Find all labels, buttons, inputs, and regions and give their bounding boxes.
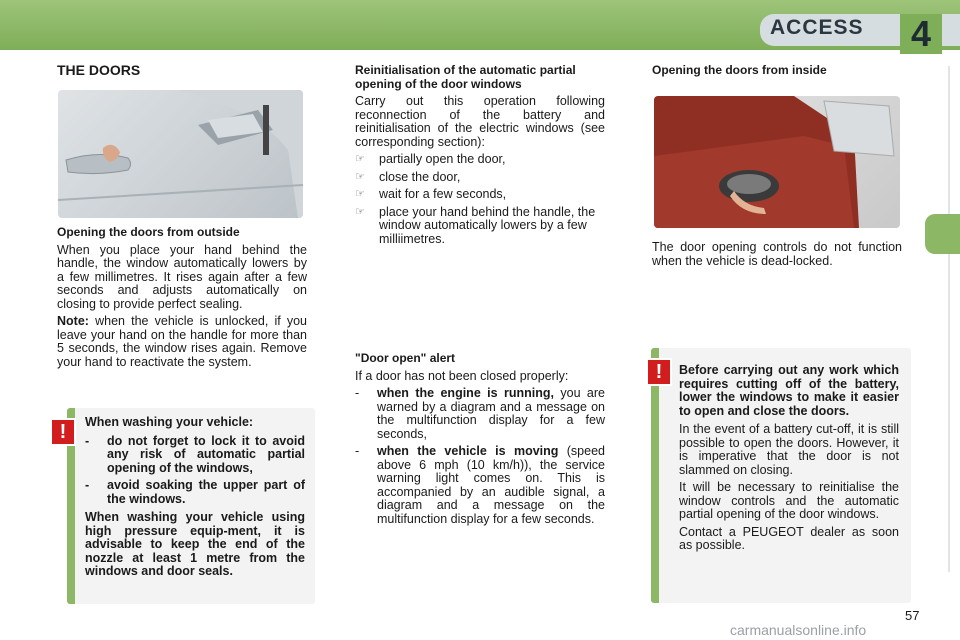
- note-text: when the vehicle is unlocked, if you leave your hand on the handle for more than 5 seconds, the window rises again. Remove your hand to reactivate the system.: [57, 314, 307, 369]
- washing-warning-item: - avoid soaking the upper part of the windows.: [85, 478, 305, 506]
- chapter-tabs: [928, 66, 950, 572]
- interior-handle-illustration: [654, 96, 900, 228]
- interior-handle-photo: [654, 96, 900, 228]
- door-open-alert-item: - when the engine is running, you are warned by a diagram and a message on the multifunction display for a few seconds,: [355, 386, 605, 441]
- door-handle-illustration: [58, 90, 303, 218]
- pointer-hand-icon: ☞: [355, 188, 365, 200]
- door-open-alert-item: - when the vehicle is moving (speed above 6 mph (10 km/h)), the service warning light comes on. This is accompanied by an audible signal, a diagram and a message on the multifunction display for a few seconds.: [355, 444, 605, 526]
- outside-opening-text: When you place your hand behind the handle, the window automatically lowers by a few millimetres. It rises again after a few seconds and adjusts automatically on closing to provide perfect sealing.: [57, 242, 307, 311]
- section-title: THE DOORS: [57, 62, 141, 78]
- inside-opening-text: The door opening controls do not function when the vehicle is dead-locked.: [652, 240, 902, 268]
- watermark: carmanualsonline.info: [730, 622, 867, 638]
- page-number: 57: [905, 608, 920, 623]
- reinit-steps: [355, 153, 605, 246]
- pointer-hand-icon: ☞: [355, 170, 365, 183]
- reinit-step: ☞ partially open the door,: [355, 152, 506, 166]
- inside-opening-text-wrap: [652, 241, 902, 272]
- reinit-intro: Carry out this operation following reconnection of the battery and reinitialisation of the electric windows (see corresponding section):: [355, 94, 605, 149]
- pointer-hand-icon: ☞: [355, 153, 365, 165]
- pointer-hand-icon: ☞: [355, 205, 365, 218]
- middle-text: [355, 64, 605, 250]
- outside-opening-heading: Opening the doors from outside: [57, 225, 240, 239]
- washing-warning-text: [85, 416, 305, 583]
- battery-warning-p3: Contact a PEUGEOT dealer as soon as possible.: [679, 524, 899, 552]
- door-open-alert-heading: "Door open" alert: [355, 351, 456, 365]
- reinit-heading: Reinitialisation of the automatic partial opening of the door windows: [355, 63, 576, 91]
- exterior-handle-photo: [58, 90, 303, 218]
- note-label: Note:: [57, 314, 89, 328]
- chapter-tab-active[interactable]: [925, 214, 960, 254]
- reinit-step: ☞ close the door,: [355, 169, 461, 184]
- inside-opening-heading-wrap: [652, 64, 902, 82]
- battery-warning-title: Before carrying out any work which requires cutting off of the battery, lower the windows to make it easier to open and close the doors.: [679, 363, 899, 418]
- door-open-alert-intro: If a door has not been closed properly:: [355, 368, 569, 383]
- page-title: ACCESS: [770, 16, 864, 39]
- washing-warning-item: - do not forget to lock it to avoid any risk of automatic partial opening of the windows,: [85, 433, 305, 475]
- reinit-step: ☞ place your hand behind the handle, the window automatically lowers by a few milliimetres.: [355, 204, 596, 246]
- left-text: [57, 226, 307, 373]
- warning-exclamation-icon: !: [646, 358, 672, 386]
- note-paragraph: [57, 315, 307, 369]
- warning-exclamation-icon: !: [50, 418, 76, 446]
- battery-warning-p1: In the event of a battery cut-off, it is still possible to open the doors. However, it is imperative that the door is not slammed on closing.: [679, 422, 899, 477]
- reinit-step: ☞ wait for a few seconds,: [355, 187, 507, 201]
- washing-warning-title: When washing your vehicle:: [85, 415, 254, 429]
- door-open-alert-text: [355, 352, 605, 530]
- battery-warning-text: [679, 364, 899, 557]
- chapter-number: 4: [900, 14, 942, 54]
- inside-opening-heading: Opening the doors from inside: [652, 63, 827, 77]
- battery-warning-p2: It will be necessary to reinitialise the window controls and the automatic partial opening of the door windows.: [679, 480, 899, 521]
- washing-warning-closing: When washing your vehicle using high pressure equip-ment, it is advisable to keep the end of the nozzle at least 1 metre from the windows and door seals.: [85, 510, 305, 578]
